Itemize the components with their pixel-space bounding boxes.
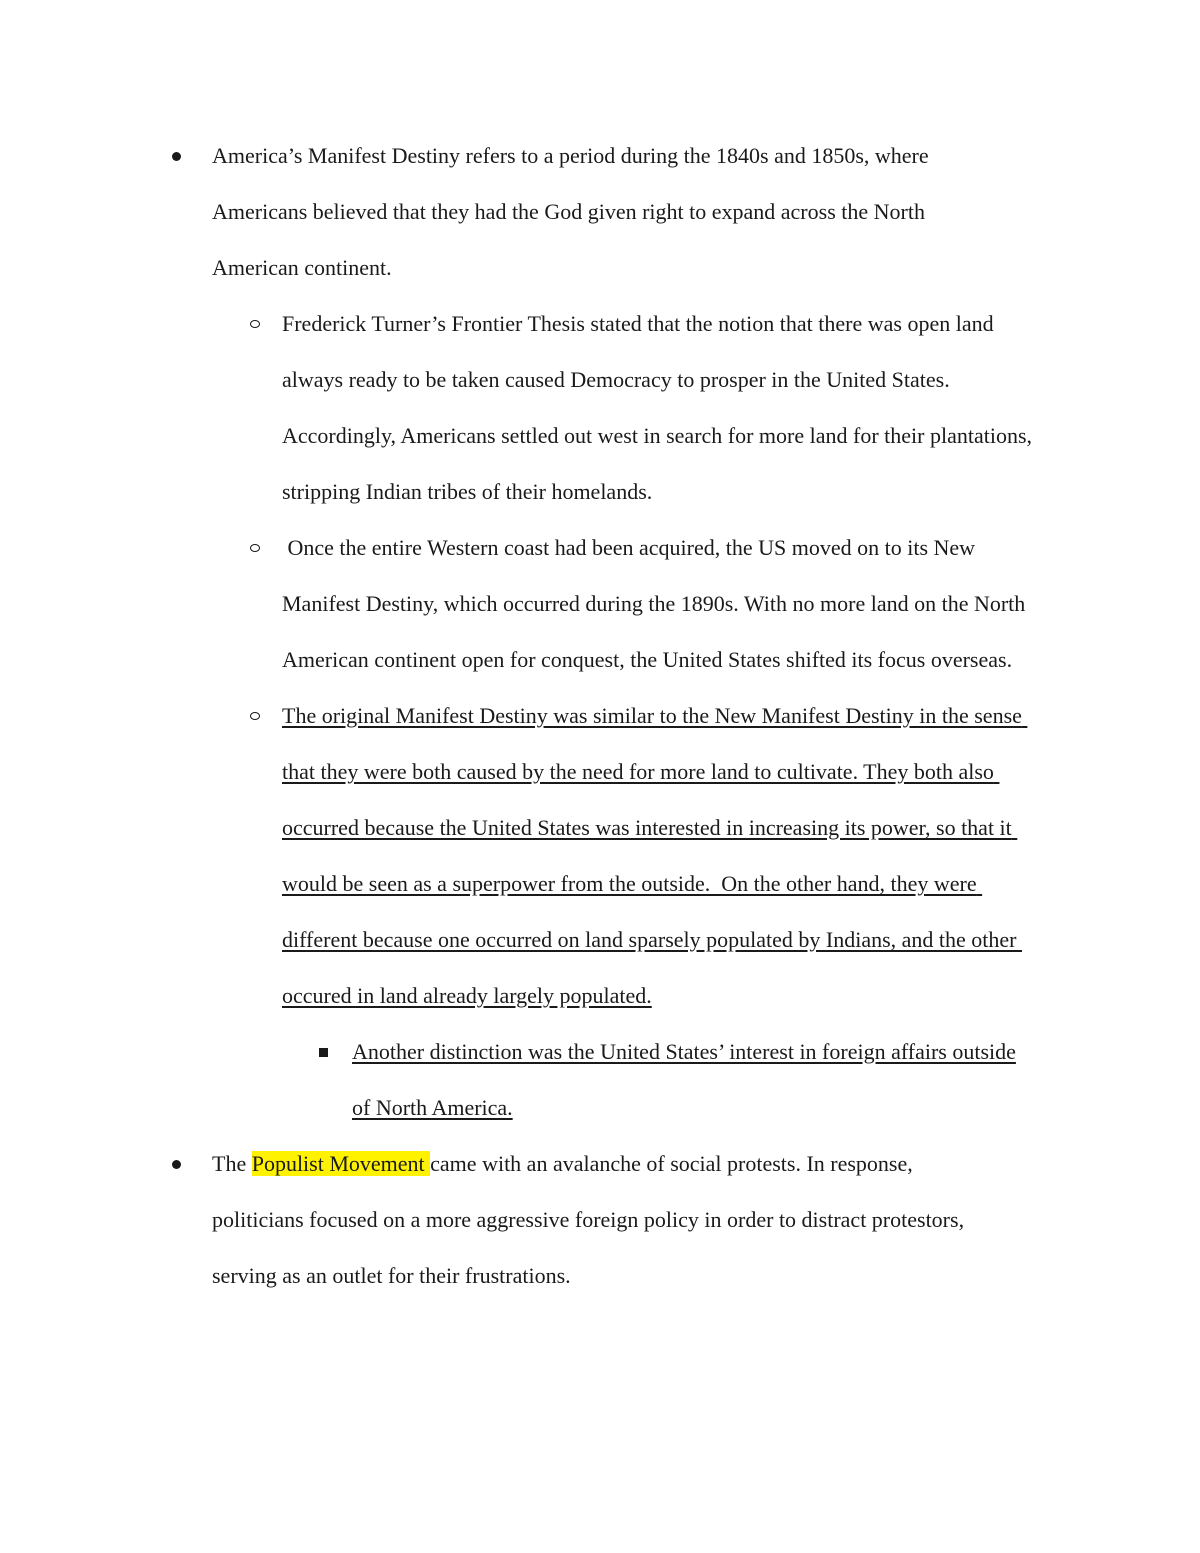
bullet-square-icon [313,1024,333,1080]
list-item-distinction [0,1024,1032,1136]
bullet-circle-icon [245,520,265,576]
list-item-populist-movement [0,1136,992,1304]
item-text-after: came with an avalanche of social protests. In response, politicians focused on a more aggressive foreign policy in order to distract protestors, serving as an outlet for their frustrations. [212,1151,965,1288]
item-text: Frederick Turner’s Frontier Thesis stated that the notion that there was open land always ready to be taken caused Democracy to prosper in the United States. Accordingly, Americans settled out west in search for more land for their plantations, stripping Indian tribes of their homelands. [282,311,1033,504]
bullet-dot-icon [166,1136,186,1192]
list-item-new-manifest-destiny [0,520,1052,688]
item-text: America’s Manifest Destiny refers to a period during the 1840s and 1850s, where Americans believed that they had the God given right to expand across the North American continent. [212,143,929,280]
bullet-circle-icon [245,296,265,352]
bullet-dot-icon [166,128,186,184]
list-item-frontier-thesis [0,296,1052,520]
list-item-comparison [0,688,1052,1024]
list-item-manifest-destiny [0,128,992,296]
item-text: Once the entire Western coast had been acquired, the US moved on to its New Manifest Destiny, which occurred during the 1890s. With no more land on the North American continent open for conquest, the United States shifted its focus overseas. [282,535,1030,672]
bullet-circle-icon [245,688,265,744]
item-text-before: The [212,1151,252,1176]
bullet-list [0,128,1200,1304]
item-text-underlined: Another distinction was the United States’ interest in foreign affairs outside of North America. [352,1039,1016,1120]
highlighted-term: Populist Movement [251,1151,431,1176]
item-text-underlined: The original Manifest Destiny was similar to the New Manifest Destiny in the sense that they were both caused by the need for more land to cultivate. They both also occurred because the United States was interested in increasing its power, so that it would be seen as a superpower from the outside. On the other hand, they were different because one occurred on land sparsely populated by Indians, and the other occured in land already largely populated. [282,703,1028,1008]
